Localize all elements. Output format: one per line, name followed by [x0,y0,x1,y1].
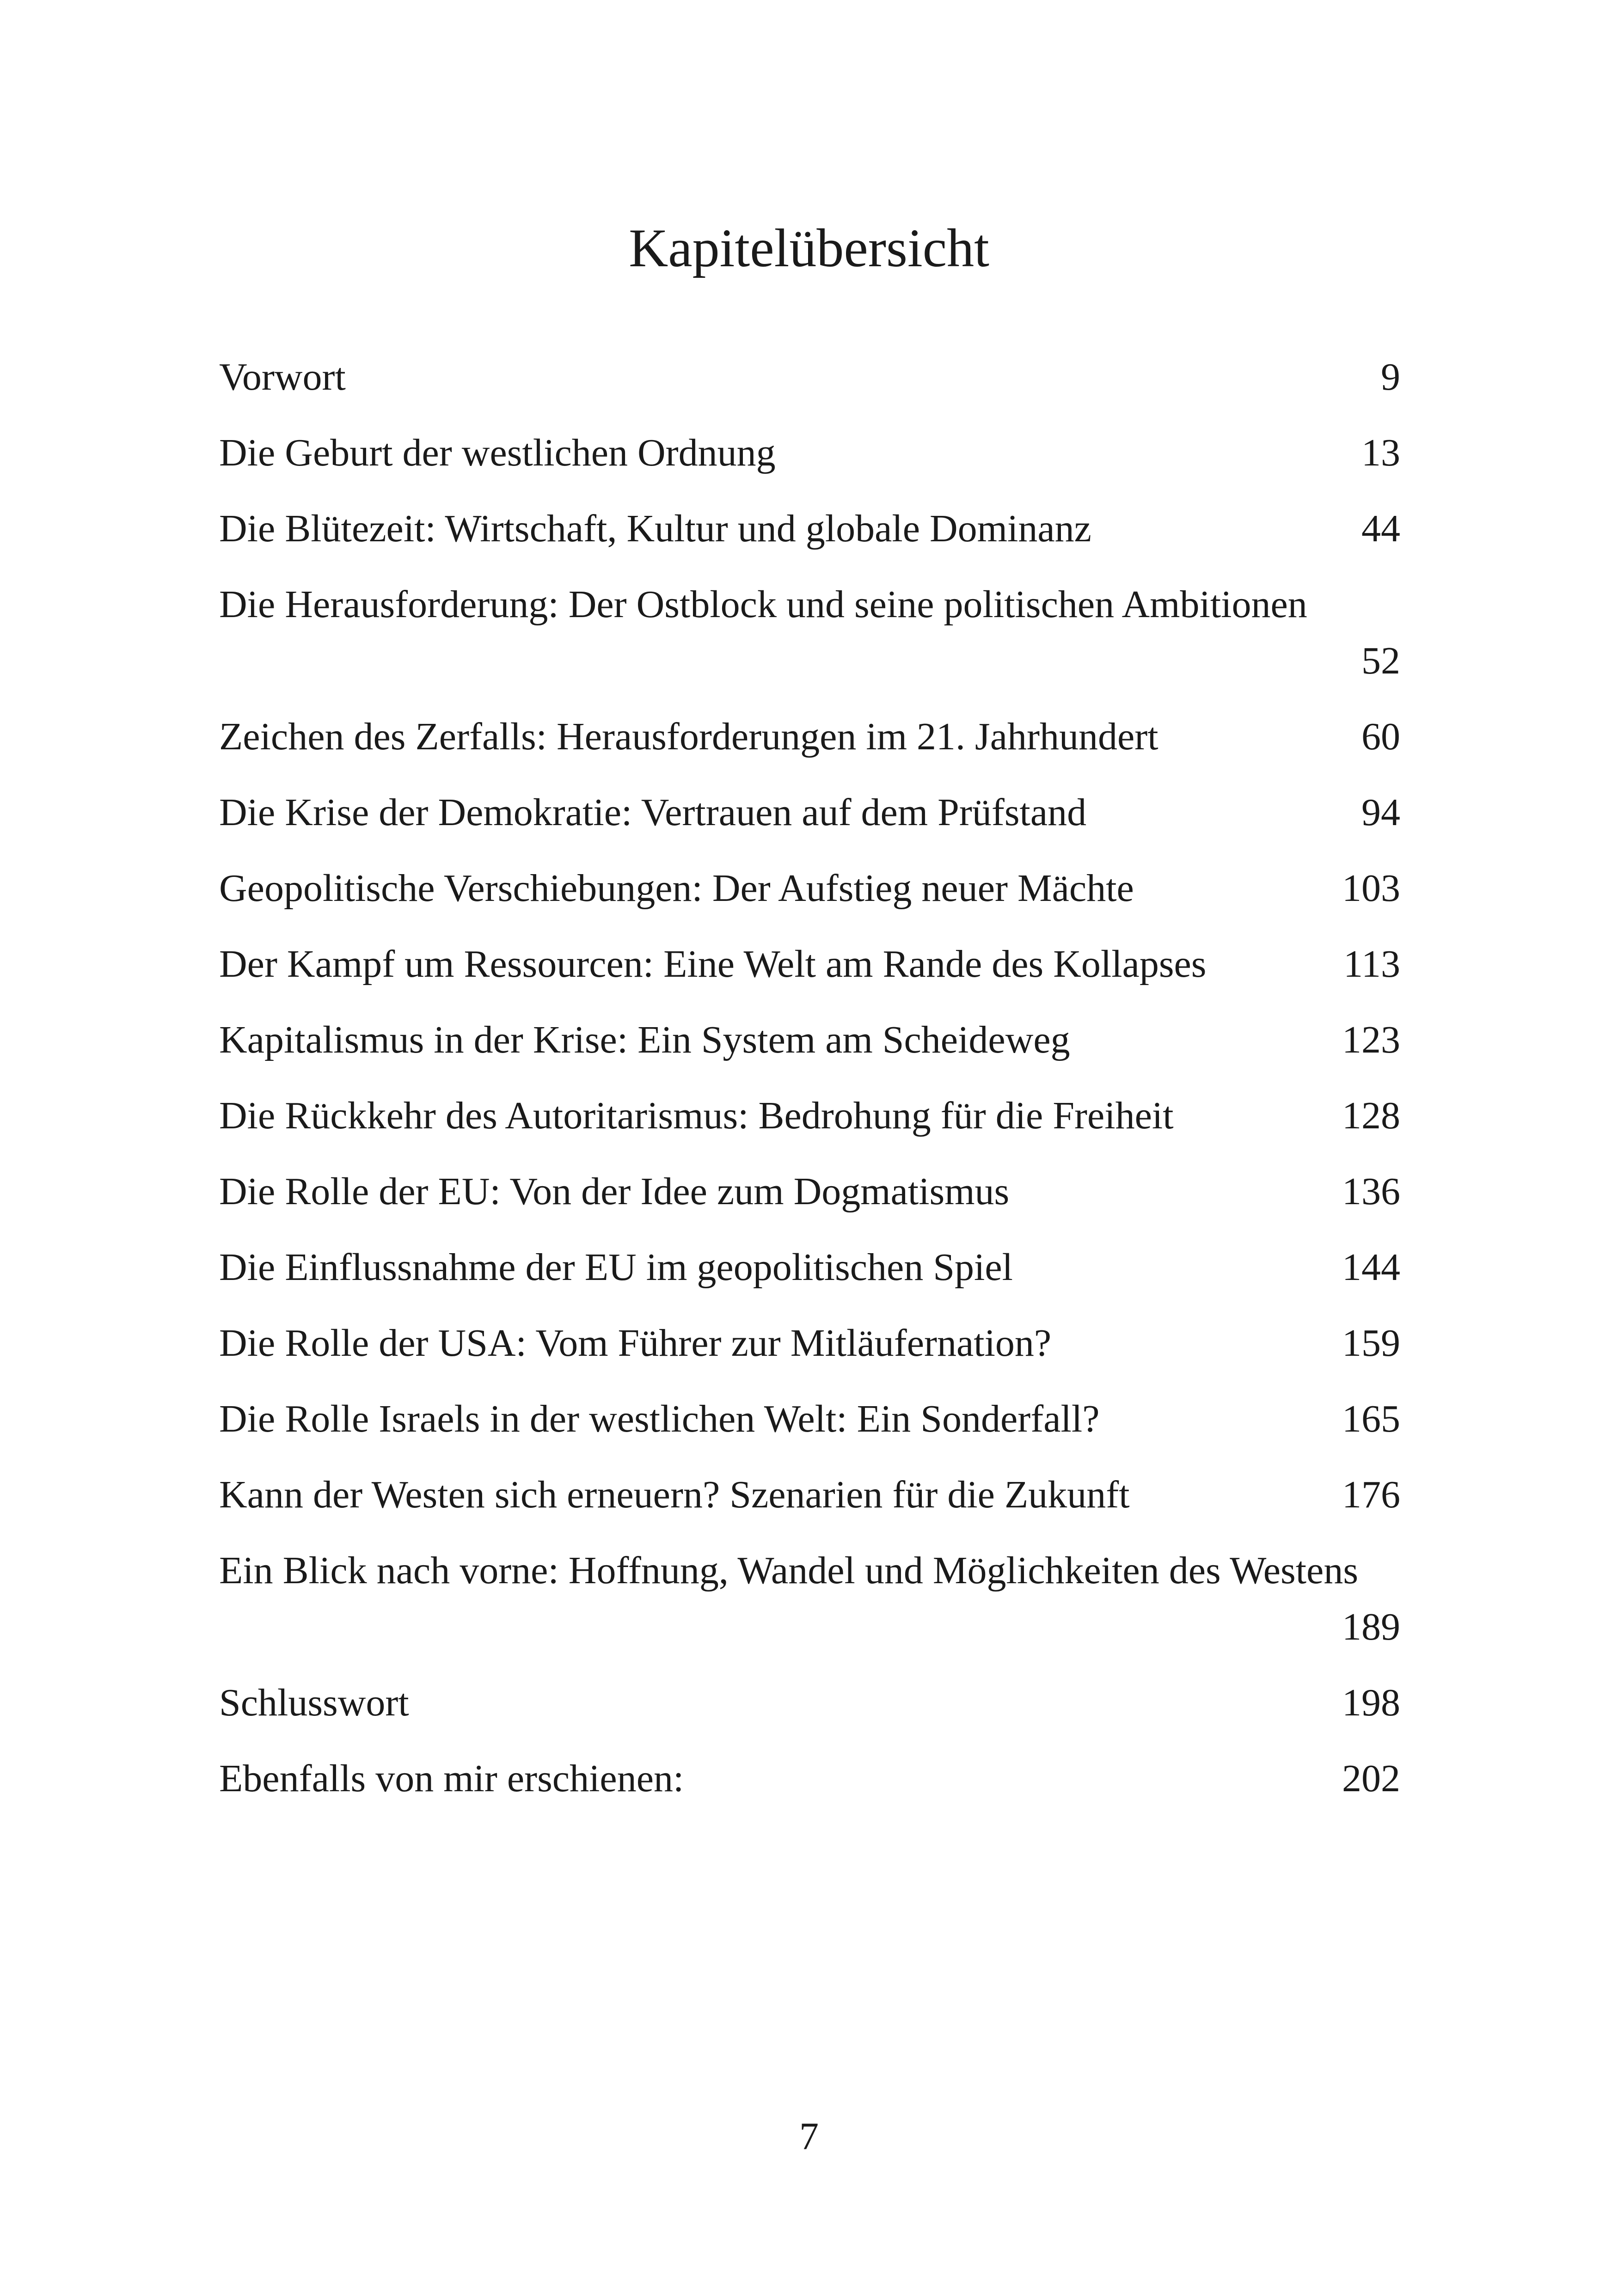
toc-entry-title: Die Rolle der EU: Von der Idee zum Dogmatismus [219,1170,1010,1213]
toc-entry-title: Kann der Westen sich erneuern? Szenarien für die Zukunft [219,1473,1130,1516]
page-number: 7 [799,2115,819,2158]
toc-entry[interactable] [219,1675,1400,1731]
toc-entry-page: 198 [1333,1675,1400,1731]
toc-entry-title: Ein Blick nach vorne: Hoffnung, Wandel und Möglichkeiten des Westens [219,1549,1359,1592]
toc-entry-page: 94 [1352,784,1400,841]
toc-entry[interactable] [219,709,1400,765]
toc-entry[interactable] [219,784,1400,841]
toc-entry[interactable] [219,1543,1400,1655]
toc-entry[interactable] [219,1315,1400,1371]
toc-entry-title: Vorwort [219,355,346,398]
toc-entry-page: 202 [1333,1751,1400,1807]
toc-entry[interactable] [219,1163,1400,1220]
toc-entry-page: 113 [1334,936,1400,992]
toc-entry-title: Der Kampf um Ressourcen: Eine Welt am Rande des Kollapses [219,943,1207,986]
toc-entry[interactable] [219,1088,1400,1144]
toc-entry-title: Die Blütezeit: Wirtschaft, Kultur und globale Dominanz [219,507,1091,550]
toc-entry-title: Die Geburt der westlichen Ordnung [219,431,776,474]
toc-entry-title: Die Rückkehr des Autoritarismus: Bedrohung für die Freiheit [219,1094,1174,1137]
toc-entry-title: Die Herausforderung: Der Ostblock und seine politischen Ambitionen [219,583,1307,626]
toc-entry-page: 44 [1352,501,1400,557]
toc-entry-page: 60 [1352,709,1400,765]
toc-entry-title: Schlusswort [219,1681,409,1724]
toc-entry-page: 52 [1352,633,1400,689]
toc-entry-page: 159 [1333,1315,1400,1371]
table-of-contents [219,349,1400,1826]
toc-entry-page: 128 [1333,1088,1400,1144]
toc-entry[interactable] [219,860,1400,917]
toc-entry-title: Zeichen des Zerfalls: Herausforderungen im 21. Jahrhundert [219,715,1158,758]
toc-entry-page: 13 [1352,425,1400,481]
toc-entry[interactable] [219,349,1400,405]
toc-entry-page: 9 [1372,349,1400,405]
toc-entry-title: Die Rolle der USA: Vom Führer zur Mitläufernation? [219,1322,1052,1365]
toc-entry[interactable] [219,1751,1400,1807]
toc-entry-title: Ebenfalls von mir erschienen: [219,1757,684,1800]
toc-entry[interactable] [219,1012,1400,1068]
toc-entry-page: 136 [1333,1163,1400,1220]
toc-entry-title: Die Krise der Demokratie: Vertrauen auf dem Prüfstand [219,791,1087,834]
page-title: Kapitelübersicht [629,218,989,278]
toc-entry-page: 176 [1333,1467,1400,1523]
toc-entry-page: 165 [1333,1391,1400,1447]
toc-entry[interactable] [219,936,1400,992]
toc-entry-title: Geopolitische Verschiebungen: Der Aufstieg neuer Mächte [219,867,1134,910]
toc-entry-page: 103 [1333,860,1400,917]
toc-entry-page: 144 [1333,1239,1400,1296]
toc-entry-title: Die Einflussnahme der EU im geopolitischen Spiel [219,1246,1013,1289]
toc-entry[interactable] [219,425,1400,481]
toc-entry[interactable] [219,1391,1400,1447]
toc-entry[interactable] [219,501,1400,557]
toc-entry[interactable] [219,1239,1400,1296]
toc-entry-title: Die Rolle Israels in der westlichen Welt: Ein Sonderfall? [219,1397,1100,1440]
toc-entry-title: Kapitalismus in der Krise: Ein System am Scheideweg [219,1018,1070,1061]
toc-entry-page: 189 [1333,1599,1400,1655]
toc-entry[interactable] [219,1467,1400,1523]
toc-entry[interactable] [219,576,1400,689]
toc-entry-page: 123 [1333,1012,1400,1068]
